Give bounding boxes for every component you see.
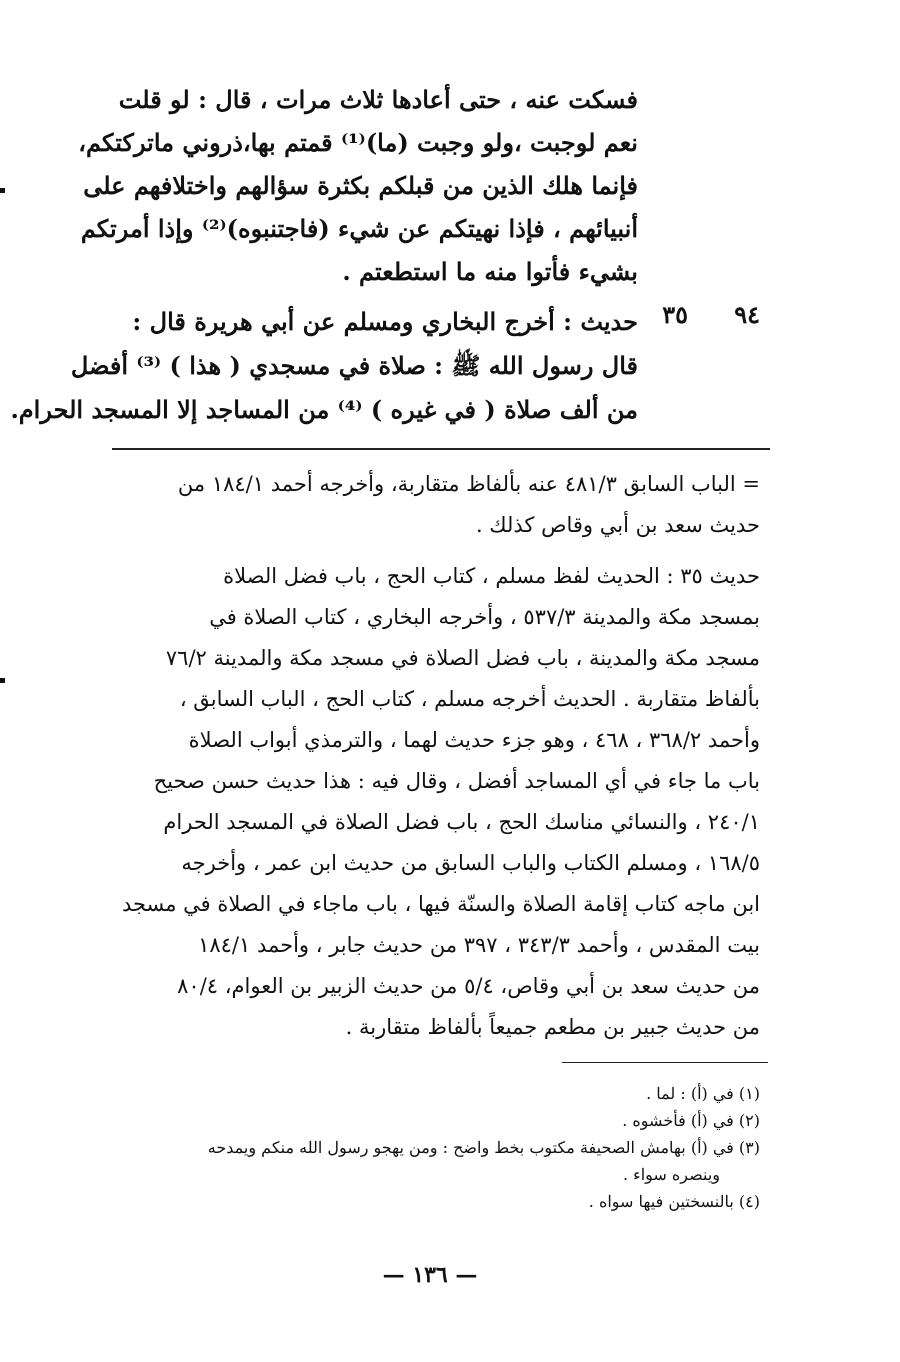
text-line: نعم لوجبت ،ولو وجبت (ما)⁽¹⁾ قمتم بها،ذروني ماتركتكم، bbox=[78, 128, 638, 157]
commentary-line: وأحمد ٣٦٨/٢ ، ٤٦٨ ، وهو جزء حديث لهما ، والترمذي أبواب الصلاة bbox=[188, 728, 760, 752]
footnote-continuation: وينصره سواء . bbox=[623, 1165, 720, 1184]
hadith-number-secondary: ٣٥ bbox=[662, 300, 688, 329]
commentary-line: من حديث جبير بن مطعم جميعاً بألفاظ متقاربة . bbox=[345, 1015, 760, 1039]
main-hadith-text bbox=[78, 78, 638, 293]
footnote: (٢) في (أ) فأخشوه . bbox=[622, 1111, 760, 1130]
commentary-block bbox=[115, 464, 760, 1048]
commentary-line: باب ما جاء في أي المساجد أفضل ، وقال فيه : هذا حديث حسن صحيح bbox=[153, 769, 760, 793]
commentary-line: = الباب السابق ٤٨١/٣ عنه بألفاظ متقاربة، وأخرجه أحمد ١٨٤/١ من bbox=[177, 472, 760, 496]
page-number: — ١٣٦ — bbox=[382, 1262, 478, 1288]
footnote-divider bbox=[562, 1062, 768, 1063]
commentary-line: حديث سعد بن أبي وقاص كذلك . bbox=[475, 513, 760, 537]
commentary-line: بمسجد مكة والمدينة ٥٣٧/٣ ، وأخرجه البخاري ، كتاب الصلاة في bbox=[209, 605, 760, 629]
hadith-text bbox=[10, 300, 638, 432]
commentary-line: حديث ٣٥ : الحديث لفظ مسلم ، كتاب الحج ، باب فضل الصلاة bbox=[223, 564, 760, 588]
paragraph-gap bbox=[115, 546, 760, 556]
text-line: فسكت عنه ، حتى أعادها ثلاث مرات ، قال : لو قلت bbox=[118, 85, 638, 114]
section-divider bbox=[112, 448, 770, 450]
commentary-line: بيت المقدس ، وأحمد ٣٤٣/٣ ، ٣٩٧ من حديث جابر ، وأحمد ١٨٤/١ bbox=[198, 933, 760, 957]
text-line: أنبيائهم ، فإذا نهيتكم عن شيء (فاجتنبوه)⁽²⁾ وإذا أمرتكم bbox=[80, 214, 638, 243]
commentary-line: ابن ماجه كتاب إقامة الصلاة والسنّة فيها ، باب ماجاء في الصلاة في مسجد bbox=[121, 892, 760, 916]
commentary-line: مسجد مكة والمدينة ، باب فضل الصلاة في مسجد مكة والمدينة ٧٦/٢ bbox=[165, 646, 760, 670]
commentary-line: ٢٤٠/١ ، والنسائي مناسك الحج ، باب فضل الصلاة في المسجد الحرام bbox=[163, 810, 760, 834]
scan-edge-mark bbox=[0, 678, 5, 683]
hadith-number-primary: ٩٤ bbox=[734, 300, 760, 329]
commentary-line: من حديث سعد بن أبي وقاص، ٥/٤ من حديث الزبير بن العوام، ٨٠/٤ bbox=[177, 974, 760, 998]
footnote: (٣) في (أ) بهامش الصحيفة مكتوب بخط واضح : ومن يهجو رسول الله منكم ويمدحه bbox=[207, 1138, 760, 1157]
commentary-line: بألفاظ متقاربة . الحديث أخرجه مسلم ، كتاب الحج ، الباب السابق ، bbox=[179, 687, 760, 711]
text-line: بشيء فأتوا منه ما استطعتم . bbox=[342, 257, 638, 286]
footnote: (٤) بالنسختين فيها سواه . bbox=[588, 1192, 760, 1211]
scan-edge-mark bbox=[0, 188, 5, 193]
text-line: من ألف صلاة ( في غيره ) ⁽⁴⁾ من المساجد إلا المسجد الحرام. bbox=[10, 395, 638, 424]
commentary-line: ١٦٨/٥ ، ومسلم الكتاب والباب السابق من حديث ابن عمر ، وأخرجه bbox=[181, 851, 760, 875]
footnote: (١) في (أ) : لما . bbox=[646, 1084, 760, 1103]
text-line: حديث : أخرج البخاري ومسلم عن أبي هريرة قال : bbox=[132, 307, 638, 336]
footnotes bbox=[100, 1080, 760, 1215]
text-line: فإنما هلك الذين من قبلكم بكثرة سؤالهم واختلافهم على bbox=[83, 171, 638, 200]
text-line: قال رسول الله ﷺ : صلاة في مسجدي ( هذا ) ⁽³⁾ أفضل bbox=[70, 351, 638, 380]
